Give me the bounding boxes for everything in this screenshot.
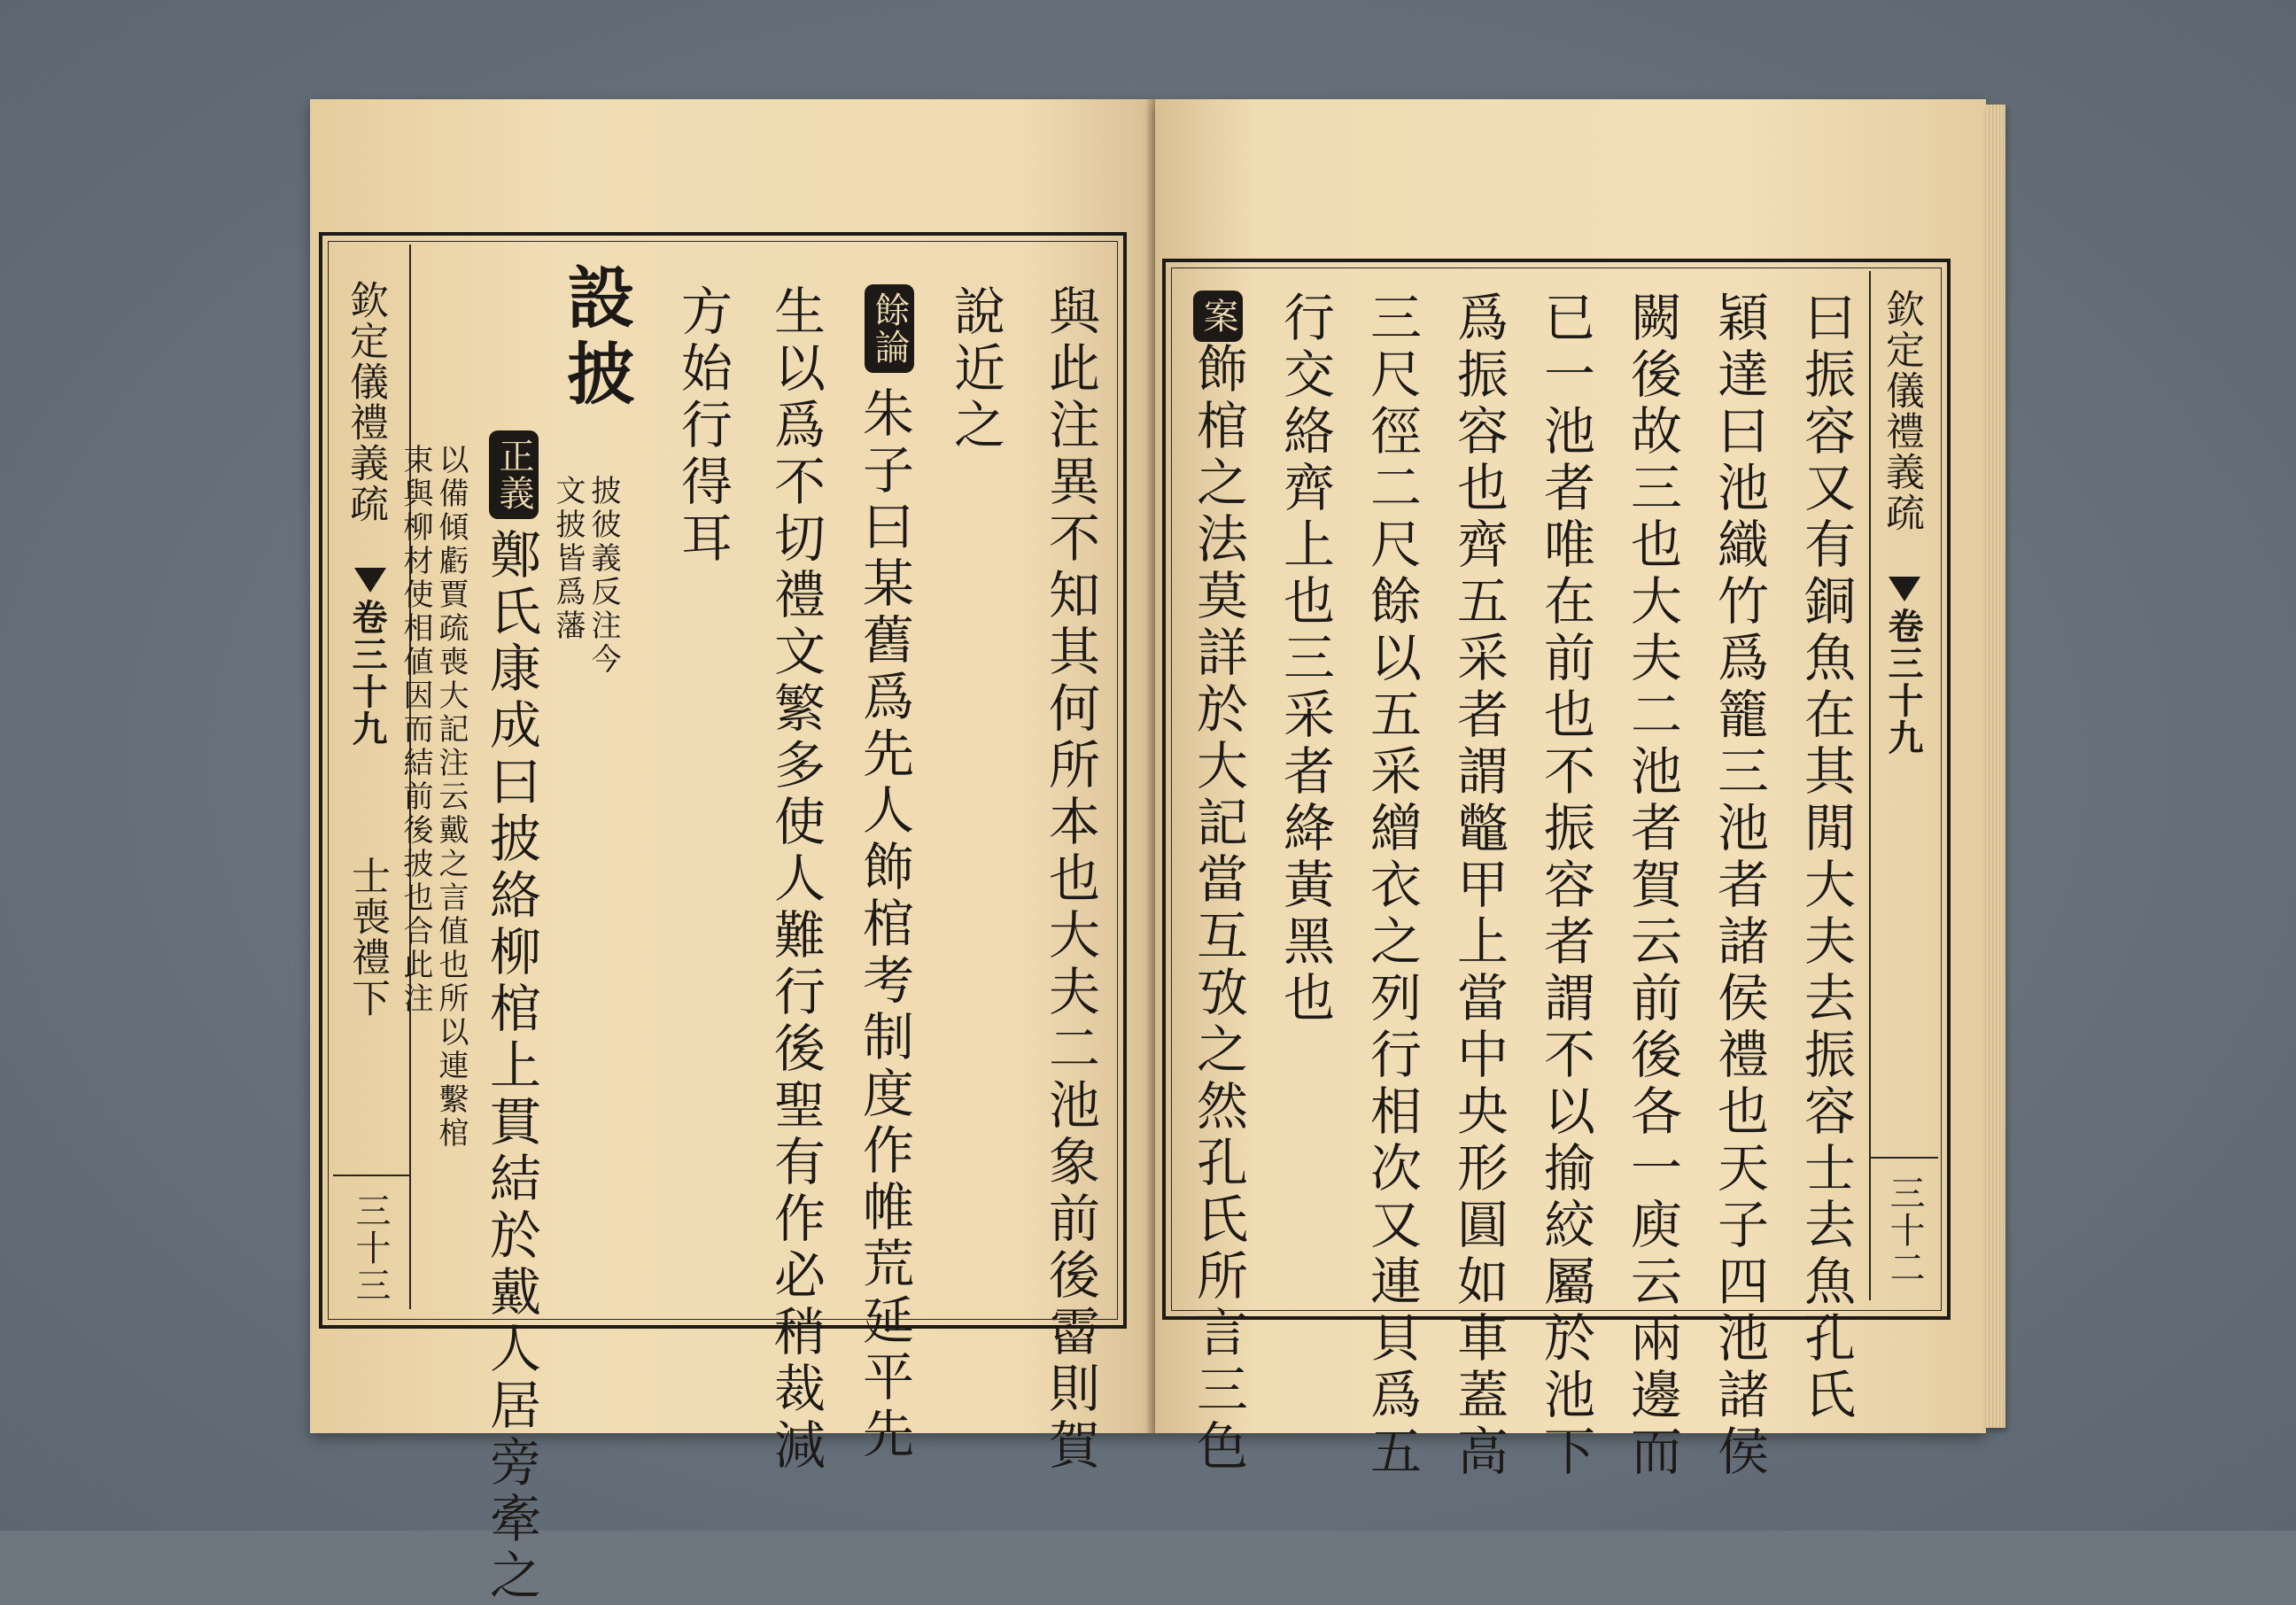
left-text-column-3: 朱子曰某舊爲先人飾棺考制度作帷荒延平先	[854, 386, 914, 1463]
left-margin-page-number: 三十三	[350, 1192, 391, 1304]
right-text-column-8-text: 飾棺之法莫詳於大記當互攷之然孔氏所言三色	[1188, 342, 1248, 1476]
yulun-tag	[865, 284, 957, 376]
left-margin-volume: 卷三十九	[346, 599, 388, 748]
zhengyi-note-line-1: 以備傾虧賈疏喪大記注云戴之言值也所以連繫棺	[433, 444, 469, 1151]
left-text-column-1: 與此注異不知其何所本也大夫二池象前後霤則賀	[1040, 284, 1100, 1475]
left-margin-chapter: 士喪禮下	[345, 856, 390, 1019]
left-page	[310, 99, 1155, 1605]
right-text-column-5: 爲振容也齊五采者謂鼈甲上當中央形圓如車蓋高	[1448, 291, 1509, 1481]
heading-note-line-2: 文披皆爲藩	[550, 475, 586, 643]
right-margin-page-number: 三十二	[1884, 1175, 1925, 1286]
right-text-column-6: 三尺徑二尺餘以五采繒衣之列行相次又連貝爲五	[1361, 291, 1422, 1481]
right-text-column-8	[1188, 291, 1248, 1476]
fishtail-icon	[1889, 577, 1920, 601]
an-tag: 案	[1193, 291, 1243, 342]
left-page-frame	[319, 232, 1127, 1605]
open-book	[310, 99, 1986, 1605]
right-page	[1155, 99, 1986, 1481]
zhengyi-note-line-2: 束與柳材使相値因而結前後披也合此注	[398, 444, 433, 1016]
right-page-margin-column	[1869, 271, 1938, 1300]
left-margin-title: 欽定儀禮義疏	[343, 280, 388, 524]
left-page-margin-column	[333, 244, 411, 1309]
right-text-column-4: 已一池者唯在前也不振容者謂不以揄絞屬於池下	[1535, 291, 1595, 1481]
right-page-frame	[1162, 259, 1951, 1481]
left-margin-rule	[333, 1175, 409, 1176]
fishtail-icon	[354, 568, 386, 593]
heading-note-line-1: 披彼義反注今	[586, 475, 621, 677]
zhengyi-tag-label: 正義	[489, 430, 539, 519]
right-text-column-3: 闕後故三也大夫二池者賀云前後各一庾云兩邊而	[1622, 291, 1682, 1481]
zhengyi-main-line: 鄭氏康成曰披絡柳棺上貫結於戴人居旁牽之	[481, 528, 541, 1605]
page-stack-edge	[1986, 105, 2005, 1428]
right-margin-rule	[1871, 1157, 1938, 1159]
section-heading: 設披	[556, 262, 635, 415]
right-text-column-2: 穎達曰池織竹爲籠三池者諸侯禮也天子四池諸侯	[1709, 291, 1769, 1481]
left-text-column-5: 方始行得耳	[672, 284, 733, 568]
right-margin-volume: 卷三十九	[1882, 608, 1924, 756]
yulun-tag-label: 餘論	[865, 284, 914, 373]
right-margin-title: 欽定儀禮義疏	[1879, 289, 1924, 533]
right-text-column-7: 行交絡齊上也三采者絳黃黑也	[1275, 291, 1335, 1027]
zhengyi-tag	[489, 430, 581, 523]
left-text-column-4: 生以爲不切禮文繁多使人難行後聖有作必稍裁減	[765, 284, 826, 1475]
left-text-column-2: 說近之	[945, 284, 1005, 454]
right-text-column-1: 曰振容又有銅魚在其閒大夫去振容士去魚孔氏	[1796, 291, 1856, 1424]
